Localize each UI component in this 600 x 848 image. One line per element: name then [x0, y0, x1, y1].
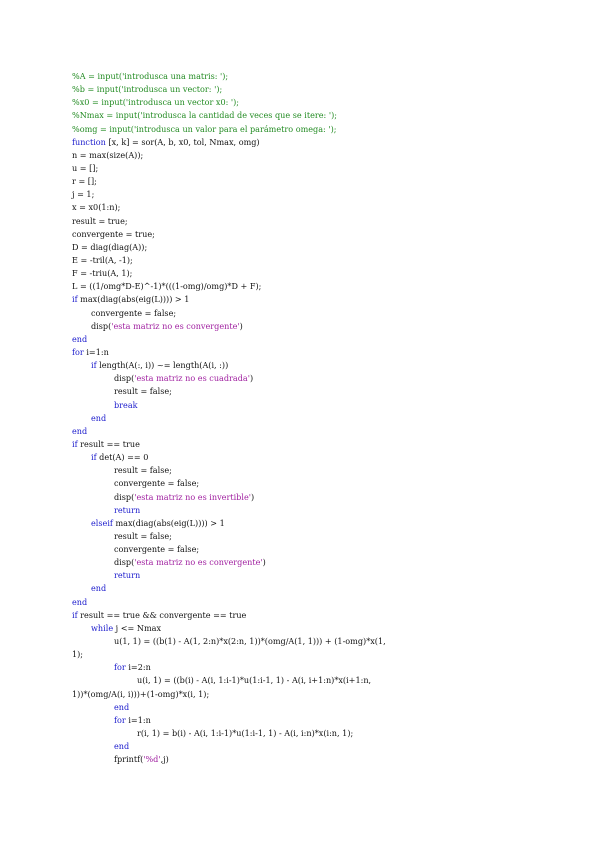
- code-text: max(diag(abs(eig(L)))) > 1: [112, 517, 225, 528]
- code-line: [72, 530, 542, 543]
- code-string: 'esta matriz no es convergente': [111, 320, 240, 331]
- code-text: [x, k] = sor(A, b, x0, tol, Nmax, omg): [105, 136, 260, 147]
- code-line: [72, 517, 542, 530]
- code-text: ): [239, 320, 243, 331]
- code-text: ): [250, 373, 254, 384]
- code-line: [72, 372, 542, 385]
- code-keyword: for: [72, 346, 84, 357]
- code-text: u = [];: [72, 162, 99, 173]
- code-line: [72, 714, 542, 727]
- code-keyword: while: [91, 622, 114, 633]
- code-line: [72, 569, 542, 582]
- code-text: i=1:n: [125, 714, 151, 725]
- code-line: [72, 175, 542, 188]
- code-line: [72, 504, 542, 517]
- code-line: [72, 307, 542, 320]
- code-text: i=1:n: [83, 346, 109, 357]
- code-text: 1))*(omg/A(i, i)))+(1-omg)*x(i, 1);: [72, 688, 210, 699]
- code-text: j = 1;: [72, 189, 95, 200]
- code-comment: %Nmax = input('introdusca la cantidad de veces que se itere: ');: [72, 110, 337, 121]
- code-line: [72, 674, 542, 687]
- code-line: [72, 412, 542, 425]
- code-line: [72, 543, 542, 556]
- code-text: convergente = true;: [72, 228, 155, 239]
- code-keyword: elseif: [91, 517, 113, 528]
- code-string: 'esta matriz no es cuadrada': [134, 373, 250, 384]
- code-line: [72, 635, 542, 648]
- code-text: L = ((1/omg*D-E)^-1)*(((1-omg)/omg)*D + F);: [72, 281, 262, 292]
- code-keyword: end: [114, 741, 130, 752]
- code-line: [72, 320, 542, 333]
- code-keyword: function: [72, 136, 106, 147]
- code-text: u(i, 1) = ((b(i) - A(i, 1:i-1)*u(1:i-1, 1) - A(i, i+1:n)*x(i+1:n,: [137, 675, 372, 686]
- code-keyword: for: [114, 714, 126, 725]
- code-line: [72, 556, 542, 569]
- code-line: [72, 123, 542, 136]
- code-line: [72, 491, 542, 504]
- code-line: [72, 425, 542, 438]
- code-line: [72, 438, 542, 451]
- code-line: [72, 464, 542, 477]
- code-text: fprintf(: [114, 754, 144, 765]
- code-line: [72, 228, 542, 241]
- code-comment: %x0 = input('introdusca un vector x0: ');: [72, 97, 240, 108]
- code-text: disp(: [114, 491, 135, 502]
- code-keyword: return: [114, 570, 141, 581]
- code-text: x = x0(1:n);: [72, 202, 121, 213]
- code-text: result = false;: [114, 530, 172, 541]
- code-text: disp(: [114, 373, 135, 384]
- code-text: result == true: [77, 438, 140, 449]
- code-comment: %A = input('introdusca una matris: ');: [72, 71, 229, 81]
- code-text: D = diag(diag(A));: [72, 241, 148, 252]
- code-line: [72, 648, 542, 661]
- code-keyword: if: [72, 294, 78, 305]
- code-text: u(1, 1) = ((b(1) - A(1, 2:n)*x(2:n, 1))*(omg/A(1, 1))) + (1-omg)*x(1,: [114, 636, 386, 647]
- code-line: [72, 254, 542, 267]
- code-keyword: if: [91, 452, 97, 463]
- code-text: result = false;: [114, 465, 172, 476]
- code-keyword: end: [91, 583, 107, 594]
- code-line: [72, 96, 542, 109]
- code-line: [72, 149, 542, 162]
- code-text: disp(: [114, 557, 135, 568]
- code-keyword: end: [72, 333, 88, 344]
- code-line: [72, 688, 542, 701]
- code-line: [72, 727, 542, 740]
- code-text: convergente = false;: [114, 544, 200, 555]
- code-line: [72, 701, 542, 714]
- code-line: [72, 293, 542, 306]
- code-keyword: end: [114, 701, 130, 712]
- code-line: [72, 740, 542, 753]
- code-text: r = [];: [72, 176, 97, 187]
- code-line: [72, 346, 542, 359]
- code-text: r(i, 1) = b(i) - A(i, 1:i-1)*u(1:i-1, 1) - A(i, i:n)*x(i:n, 1);: [137, 728, 354, 739]
- code-string: 'esta matriz no es convergente': [134, 557, 263, 568]
- code-line: [72, 280, 542, 293]
- code-text: ): [250, 491, 255, 502]
- code-line: [72, 241, 542, 254]
- code-keyword: for: [114, 662, 126, 673]
- code-text: 1);: [72, 649, 84, 660]
- code-keyword: if: [72, 438, 78, 449]
- code-line: [72, 267, 542, 280]
- code-text: n = max(size(A));: [72, 149, 144, 160]
- code-text: ): [262, 557, 266, 568]
- code-text: result = false;: [114, 386, 172, 397]
- code-keyword: break: [114, 399, 138, 410]
- code-keyword: return: [114, 504, 141, 515]
- code-line: [72, 70, 542, 83]
- code-line: [72, 609, 542, 622]
- code-line: [72, 399, 542, 412]
- code-line: [72, 753, 542, 766]
- code-text: E = -tril(A, -1);: [72, 254, 133, 265]
- code-line: [72, 451, 542, 464]
- code-text: result == true && convergente == true: [77, 609, 247, 620]
- code-keyword: end: [72, 596, 88, 607]
- code-line: [72, 582, 542, 595]
- code-line: [72, 83, 542, 96]
- code-line: [72, 622, 542, 635]
- code-line: [72, 359, 542, 372]
- code-keyword: if: [72, 609, 78, 620]
- code-text: length(A(:, i)) ~= length(A(i, :)): [96, 360, 229, 371]
- code-line: [72, 385, 542, 398]
- code-keyword: end: [91, 412, 107, 423]
- code-text: i=2:n: [125, 662, 151, 673]
- code-comment: %b = input('introdusca un vector: ');: [72, 84, 223, 95]
- code-comment: %omg = input('introdusca un valor para el parámetro omega: ');: [72, 123, 337, 134]
- code-text: result = true;: [72, 215, 128, 226]
- code-line: [72, 333, 542, 346]
- code-text: convergente = false;: [114, 478, 200, 489]
- code-line: [72, 661, 542, 674]
- code-text: convergente = false;: [91, 307, 177, 318]
- code-line: [72, 109, 542, 122]
- matlab-code-listing: [72, 70, 542, 766]
- code-keyword: if: [91, 360, 97, 371]
- code-line: [72, 188, 542, 201]
- code-line: [72, 477, 542, 490]
- code-line: [72, 215, 542, 228]
- code-text: ,j): [160, 754, 169, 765]
- code-string: 'esta matriz no es invertible': [134, 491, 251, 502]
- code-text: disp(: [91, 320, 112, 331]
- code-keyword: end: [72, 425, 88, 436]
- code-string: '%d': [143, 754, 161, 765]
- code-text: det(A) == 0: [96, 452, 149, 463]
- code-text: F = -triu(A, 1);: [72, 268, 133, 279]
- code-line: [72, 596, 542, 609]
- code-line: [72, 201, 542, 214]
- code-text: j <= Nmax: [113, 622, 162, 633]
- code-line: [72, 162, 542, 175]
- code-text: max(diag(abs(eig(L)))) > 1: [77, 294, 190, 305]
- code-line: [72, 136, 542, 149]
